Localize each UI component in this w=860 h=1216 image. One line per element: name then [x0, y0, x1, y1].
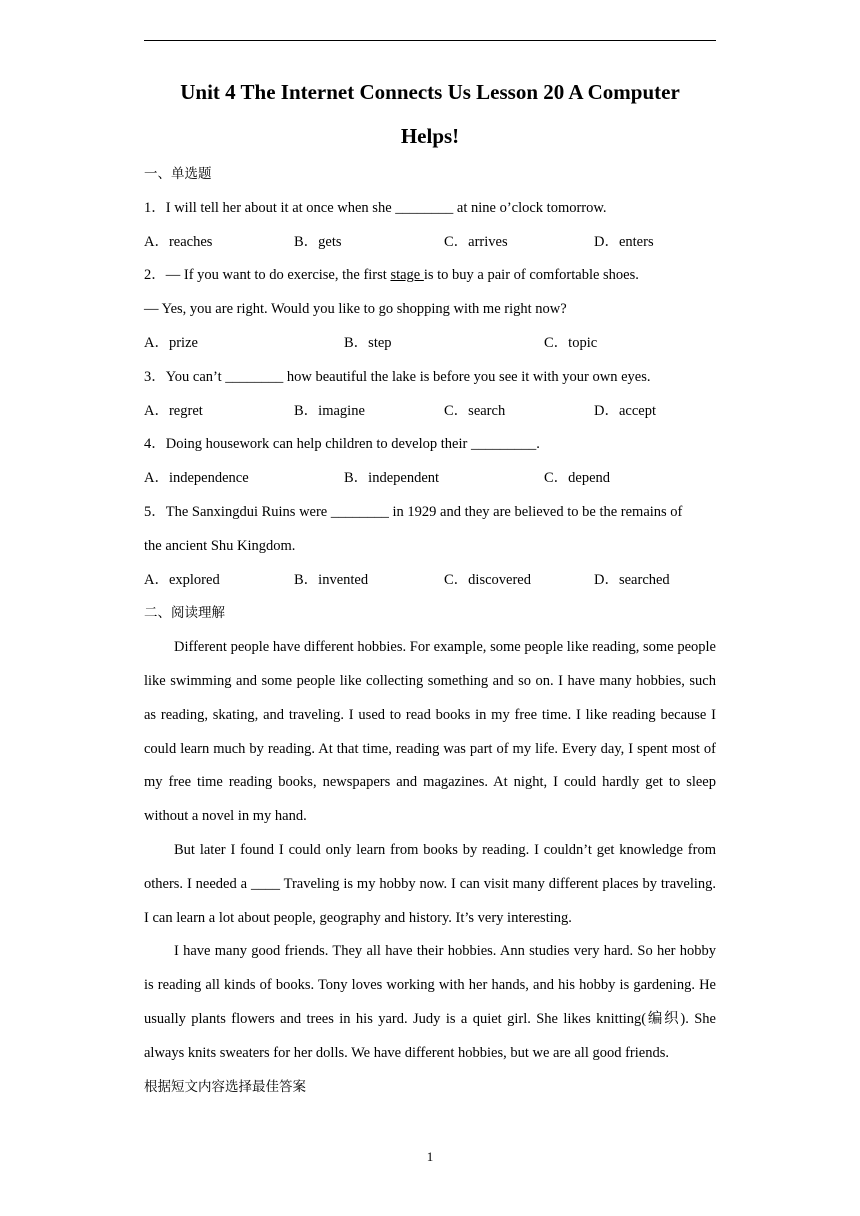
reading-instruction: 根据短文内容选择最佳答案 — [144, 1078, 306, 1095]
question-4-stem: 4．Doing housework can help children to develop their _________. — [144, 436, 540, 453]
q4-option-b[interactable]: B．independent — [344, 470, 440, 487]
question-5-stem-line1: 5．The Sanxingdui Ruins were ________ in 1929 and they are believed to be the remains of — [144, 503, 683, 520]
q2-option-c[interactable]: C．topic — [544, 334, 598, 351]
page-number: 1 — [426, 1149, 434, 1164]
q1-option-c[interactable]: C．arrives — [444, 233, 508, 250]
q1-option-b[interactable]: B．gets — [294, 233, 342, 250]
q2-stem-post: is to buy a pair of comfortable shoes. — [423, 267, 639, 284]
header-rule — [144, 40, 716, 41]
doc-title-line2: Helps! — [400, 124, 460, 148]
question-5-options — [144, 564, 716, 598]
passage-paragraph-2: But later I found I could only learn from books by reading. I couldn’t get knowledge from others. I needed a ____ Traveling is my hobby now. I can visit many different places by traveling. I can learn a lot about people, geography and history. It’s very interesting. — [144, 841, 716, 926]
question-2-options — [144, 327, 716, 361]
q3-option-c[interactable]: C．search — [444, 402, 506, 419]
document-body — [144, 70, 716, 1104]
q5-option-d[interactable]: D．searched — [594, 571, 670, 588]
question-1-stem: 1．I will tell her about it at once when she ________ at nine o’clock tomorrow. — [144, 199, 607, 216]
q2-option-a[interactable]: A．prize — [144, 334, 198, 351]
q1-option-a[interactable]: A．reaches — [144, 233, 213, 250]
q2-stem-pre: 2．— If you want to do exercise, the first — [144, 267, 391, 284]
q5-option-c[interactable]: C．discovered — [444, 571, 531, 588]
question-1-options — [144, 226, 716, 260]
q5-option-a[interactable]: A．explored — [144, 571, 220, 588]
question-3-stem: 3．You can’t ________ how beautiful the lake is before you see it with your own eyes. — [144, 368, 651, 385]
q2-underlined-word: stage — [390, 267, 424, 284]
passage-paragraph-1: Different people have different hobbies. For example, some people like reading, some people like swimming and some people like collecting something and so on. I have many hobbies, such as reading, skating, and traveling. I used to read books in my free time. I like reading because I could learn much by reading. At that time, reading was part of my life. Every day, I spent most of my free time reading books, newspapers and magazines. At night, I could hardly get to sleep without a novel in my hand. — [144, 639, 716, 825]
doc-title-line1: Unit 4 The Internet Connects Us Lesson 20 A Computer — [180, 80, 680, 104]
q3-option-d[interactable]: D．accept — [594, 402, 656, 419]
q3-option-b[interactable]: B．imagine — [294, 402, 365, 419]
question-3-options — [144, 395, 716, 429]
question-4-options — [144, 462, 716, 496]
q1-option-d[interactable]: D．enters — [594, 233, 654, 250]
q3-option-a[interactable]: A．regret — [144, 402, 203, 419]
passage-paragraph-3: I have many good friends. They all have their hobbies. Ann studies very hard. So her hobby is reading all kinds of books. Tony loves working with her hands, and his hobby is gardening. He usually plants flowers and trees in his yard. Judy is a quiet girl. She likes knitting(编织). She always knits sweaters for her dolls. We have different hobbies, but we are all good friends. — [144, 943, 716, 1061]
q2-option-b[interactable]: B．step — [344, 334, 392, 351]
q4-option-a[interactable]: A．independence — [144, 470, 249, 487]
question-2-response: — Yes, you are right. Would you like to go shopping with me right now? — [144, 301, 567, 318]
q4-option-c[interactable]: C．depend — [544, 470, 611, 487]
question-2-stem — [144, 259, 716, 293]
question-5-stem-line2: the ancient Shu Kingdom. — [144, 537, 296, 554]
section-heading-choice: 一、单选题 — [144, 166, 212, 182]
q5-option-b[interactable]: B．invented — [294, 571, 369, 588]
section-heading-reading: 二、阅读理解 — [144, 605, 225, 622]
